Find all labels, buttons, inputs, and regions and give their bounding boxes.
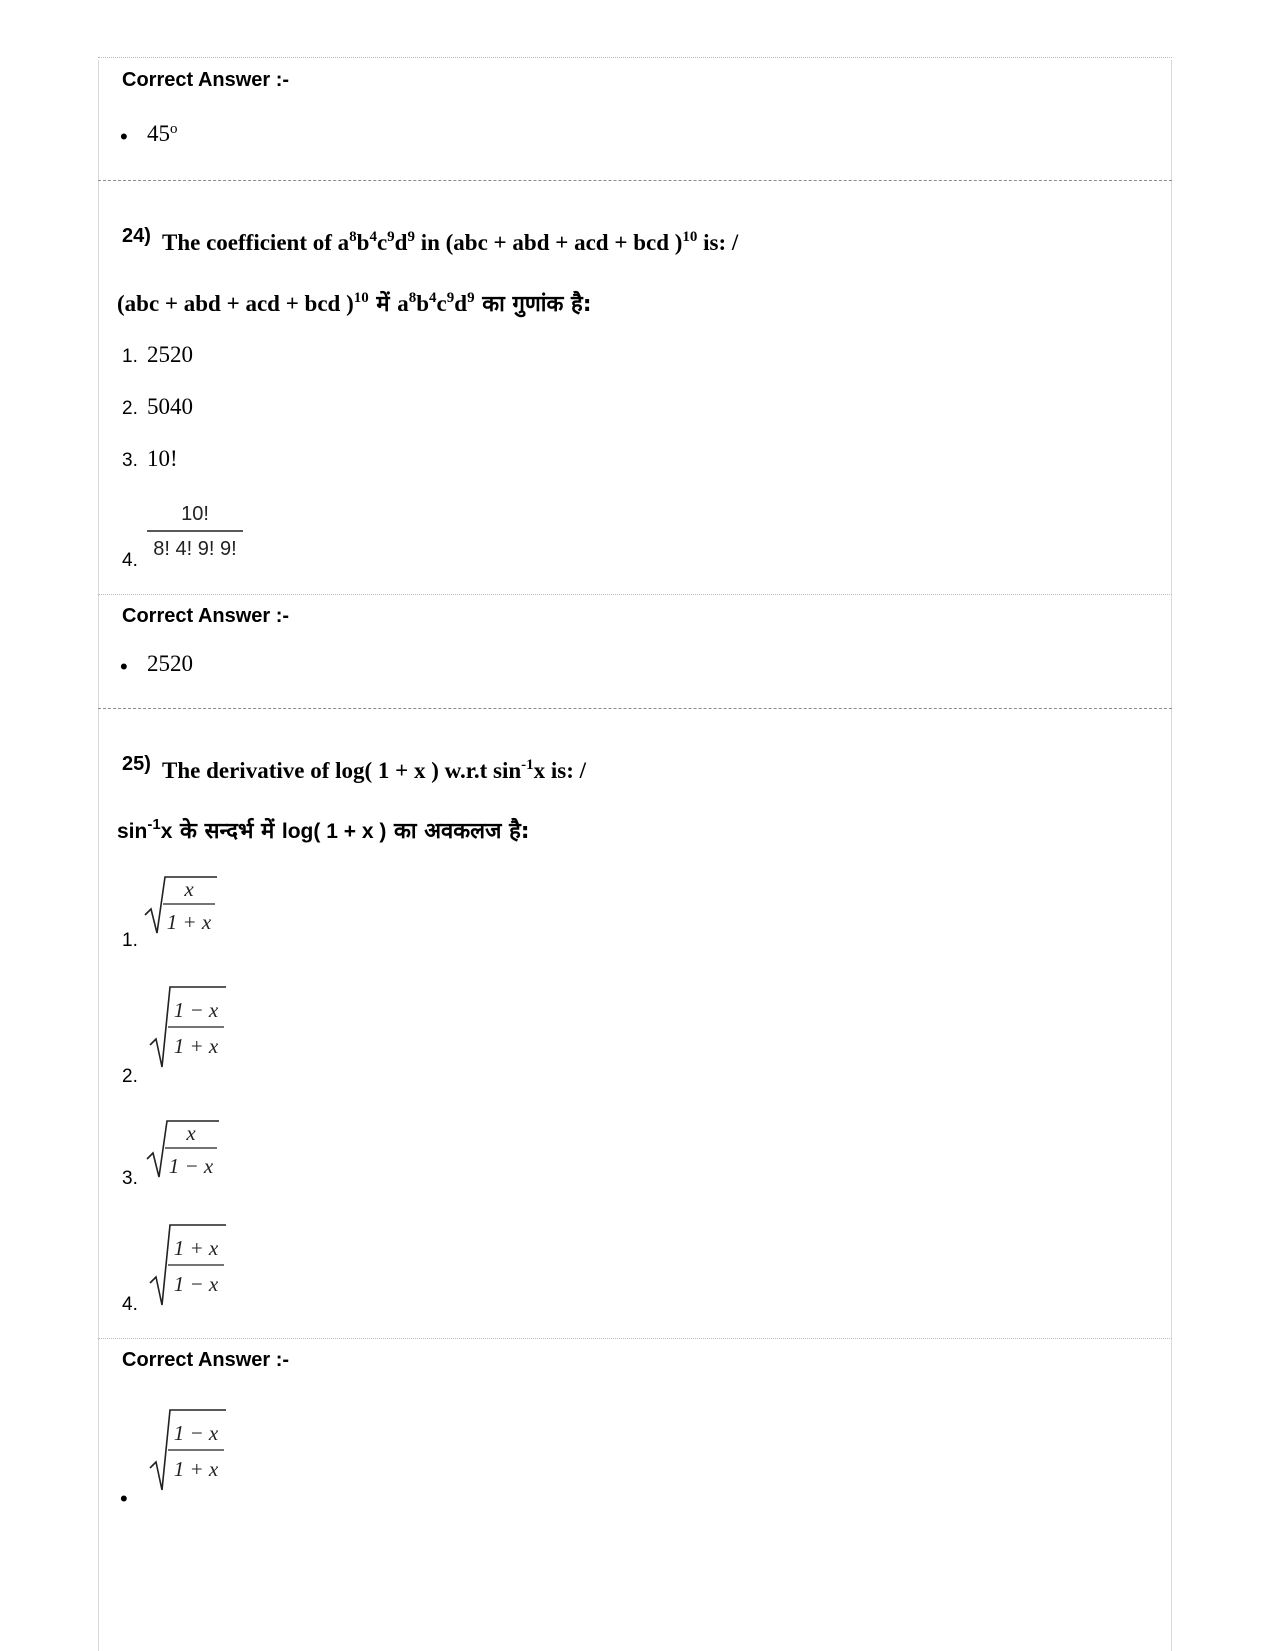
section-divider <box>98 57 1172 58</box>
svg-text:x: x <box>184 877 194 901</box>
bullet-icon: • <box>120 1486 128 1511</box>
q25-option-2-sqrt-fraction <box>148 985 232 1069</box>
q25-option-4-number: 4. <box>122 1294 138 1315</box>
svg-text:8! 4! 9! 9!: 8! 4! 9! 9! <box>153 538 237 560</box>
svg-text:1 + x: 1 + x <box>173 1457 219 1481</box>
q24-question-hi: (abc + abd + acd + bcd )$^{10}$ में $a^8b^4c^9d^9$ का गुणांक है: <box>117 290 592 317</box>
q25-option-4-sqrt-fraction <box>148 1223 232 1307</box>
svg-text:x: x <box>186 1121 196 1145</box>
correct-answer-label: Correct Answer :- <box>122 69 290 91</box>
question-divider <box>98 708 1172 709</box>
q25-answer-sqrt-fraction <box>148 1408 232 1492</box>
section-divider <box>98 594 1172 595</box>
svg-text:10!: 10! <box>181 503 209 525</box>
q23-answer: 45$^o$ <box>147 121 178 146</box>
q24-option-1: 2520 <box>147 342 193 367</box>
q25-question-hi: $\sin^{-1}x$ के सन्दर्भ में log( 1 + x ) का अवकलज है: <box>117 816 530 844</box>
q25-number: 25) <box>122 753 151 775</box>
section-divider <box>98 1338 1172 1339</box>
svg-text:1 − x: 1 − x <box>173 998 219 1022</box>
question-divider <box>98 180 1172 181</box>
q25-option-3-number: 3. <box>122 1168 138 1189</box>
q24-option-3: 10! <box>147 446 178 471</box>
svg-text:1 + x: 1 + x <box>166 910 212 934</box>
q24-option-1-number: 1. <box>122 346 138 367</box>
q24-option-2: 5040 <box>147 394 193 419</box>
q24-option-2-number: 2. <box>122 398 138 419</box>
q25-question-en: The derivative of log( 1 + x ) w.r.t $\sin^{-1}x$ is: / <box>162 757 587 783</box>
q24-number: 24) <box>122 225 151 247</box>
svg-text:1 + x: 1 + x <box>173 1034 219 1058</box>
q25-option-1-number: 1. <box>122 930 138 951</box>
q24-option-3-number: 3. <box>122 450 138 471</box>
q24-option-4-number: 4. <box>122 550 138 571</box>
svg-text:1 − x: 1 − x <box>173 1272 219 1296</box>
bullet-icon: • <box>120 654 128 679</box>
q24-answer: 2520 <box>147 651 193 676</box>
correct-answer-label: Correct Answer :- <box>122 605 290 627</box>
svg-text:1 + x: 1 + x <box>173 1236 219 1260</box>
q24-question-en: The coefficient of $a^8b^4c^9d^9$ in (abc + abd + acd + bcd )$^{10}$ is: / <box>162 229 739 255</box>
q25-option-2-number: 2. <box>122 1066 138 1087</box>
q25-option-3-sqrt-fraction <box>145 1119 225 1181</box>
q25-option-1-sqrt-fraction <box>143 875 223 937</box>
svg-text:1 − x: 1 − x <box>173 1421 219 1445</box>
correct-answer-label: Correct Answer :- <box>122 1349 290 1371</box>
q24-option-4-fraction <box>145 500 245 562</box>
svg-text:1 − x: 1 − x <box>168 1154 214 1178</box>
bullet-icon: • <box>120 124 128 149</box>
